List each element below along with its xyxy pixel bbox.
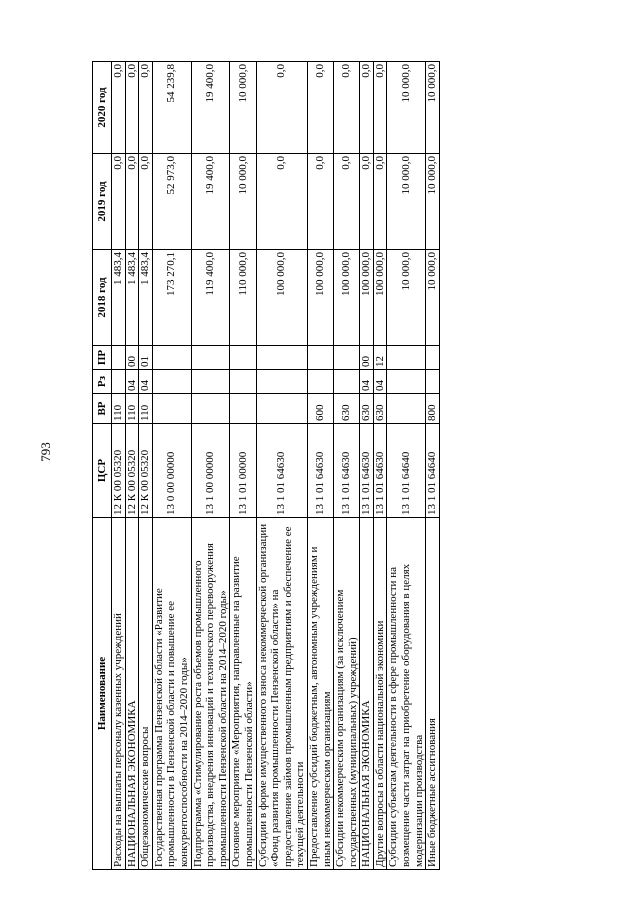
cell-2019: 0,0 (334, 154, 360, 250)
cell-csr: 13 1 01 64630 (334, 424, 360, 518)
cell-2018: 1 483,4 (112, 250, 126, 346)
cell-name: Предоставление субсидий бюджетным, автономным учреждениям и иным некоммерческим организациям (307, 518, 333, 870)
cell-2020: 10 000,0 (387, 62, 426, 154)
cell-rz: 04 (139, 370, 153, 394)
cell-pr (112, 346, 126, 370)
cell-2019: 10 000,0 (426, 154, 440, 250)
cell-2020: 0,0 (360, 62, 374, 154)
cell-vr (191, 394, 230, 424)
cell-rz (426, 370, 440, 394)
cell-pr (426, 346, 440, 370)
cell-2019: 52 973,0 (152, 154, 191, 250)
table-row (191, 62, 230, 870)
cell-pr (230, 346, 256, 370)
cell-2019: 0,0 (307, 154, 333, 250)
cell-rz: 04 (125, 370, 139, 394)
cell-pr (334, 346, 360, 370)
cell-pr (191, 346, 230, 370)
cell-csr: 13 1 01 64640 (387, 424, 426, 518)
cell-csr: 12 К 00 05320 (125, 424, 139, 518)
cell-2018: 100 000,0 (256, 250, 307, 346)
cell-pr: 00 (125, 346, 139, 370)
cell-2020: 0,0 (307, 62, 333, 154)
cell-name: НАЦИОНАЛЬНАЯ ЭКОНОМИКА (125, 518, 139, 870)
cell-2019: 0,0 (112, 154, 126, 250)
cell-name: Другие вопросы в области национальной экономики (373, 518, 387, 870)
cell-csr: 12 К 00 05320 (112, 424, 126, 518)
cell-2018: 1 483,4 (125, 250, 139, 346)
cell-2019: 0,0 (139, 154, 153, 250)
table-row (139, 62, 153, 870)
cell-csr: 13 1 01 64630 (307, 424, 333, 518)
cell-2020: 0,0 (112, 62, 126, 154)
cell-name: Субсидии некоммерческим организациям (за исключением государственных (муниципальных) учреждений) (334, 518, 360, 870)
cell-rz (387, 370, 426, 394)
cell-pr (307, 346, 333, 370)
cell-pr: 01 (139, 346, 153, 370)
budget-table (92, 61, 440, 870)
cell-2018: 110 000,0 (230, 250, 256, 346)
table-row (373, 62, 387, 870)
cell-name: Расходы на выплаты персоналу казенных учреждений (112, 518, 126, 870)
cell-rz: 04 (373, 370, 387, 394)
cell-rz (230, 370, 256, 394)
cell-name: Иные бюджетные ассигнования (426, 518, 440, 870)
cell-csr: 13 1 00 00000 (191, 424, 230, 518)
cell-csr: 13 1 01 00000 (230, 424, 256, 518)
cell-name: Государственная программа Пензенской области «Развитие промышленности в Пензенской области и повышение ее конкурентоспособности на 2014–2020 годы» (152, 518, 191, 870)
cell-csr: 13 1 01 64630 (360, 424, 374, 518)
cell-name: Субсидии субъектам деятельности в сфере промышленности на возмещение части затрат на приобретение оборудования в целях модернизации производства (387, 518, 426, 870)
cell-2018: 100 000,0 (307, 250, 333, 346)
cell-pr (256, 346, 307, 370)
cell-2018: 10 000,0 (426, 250, 440, 346)
cell-name: Субсидии в форме имущественного взноса некоммерческой организации «Фонд развития промышленности Пензенской области» на предоставление займов промышленным предприятиям и обеспечение ее текущей деятельности (256, 518, 307, 870)
cell-2019: 10 000,0 (387, 154, 426, 250)
header-2019: 2019 год (93, 154, 112, 250)
cell-rz: 04 (360, 370, 374, 394)
cell-2020: 19 400,0 (191, 62, 230, 154)
header-2018: 2018 год (93, 250, 112, 346)
cell-vr: 600 (307, 394, 333, 424)
cell-pr (152, 346, 191, 370)
cell-2020: 54 239,8 (152, 62, 191, 154)
cell-2020: 0,0 (334, 62, 360, 154)
header-name: Наименование (93, 518, 112, 870)
table-row (307, 62, 333, 870)
cell-csr: 12 К 00 05320 (139, 424, 153, 518)
cell-pr: 12 (373, 346, 387, 370)
cell-2019: 10 000,0 (230, 154, 256, 250)
table-header-row (93, 62, 112, 870)
cell-2018: 1 483,4 (139, 250, 153, 346)
cell-name: Общеэкономические вопросы (139, 518, 153, 870)
cell-2018: 119 400,0 (191, 250, 230, 346)
cell-2019: 0,0 (360, 154, 374, 250)
cell-rz (152, 370, 191, 394)
cell-2018: 100 000,0 (373, 250, 387, 346)
cell-2020: 10 000,0 (426, 62, 440, 154)
cell-2019: 0,0 (125, 154, 139, 250)
header-2020: 2020 год (93, 62, 112, 154)
table-row (125, 62, 139, 870)
cell-vr: 630 (334, 394, 360, 424)
cell-csr: 13 1 01 64630 (373, 424, 387, 518)
cell-rz (112, 370, 126, 394)
cell-vr: 800 (426, 394, 440, 424)
cell-pr: 00 (360, 346, 374, 370)
page-number: 793 (38, 442, 53, 462)
table-row (426, 62, 440, 870)
table-row (230, 62, 256, 870)
cell-2018: 173 270,1 (152, 250, 191, 346)
cell-vr: 630 (360, 394, 374, 424)
cell-2020: 0,0 (139, 62, 153, 154)
cell-vr (152, 394, 191, 424)
cell-csr: 13 0 00 00000 (152, 424, 191, 518)
table-row (112, 62, 126, 870)
table-row (334, 62, 360, 870)
header-csr: ЦСР (93, 424, 112, 518)
header-rz: Рз (93, 370, 112, 394)
cell-2020: 0,0 (373, 62, 387, 154)
cell-2019: 0,0 (256, 154, 307, 250)
cell-2019: 19 400,0 (191, 154, 230, 250)
cell-vr (387, 394, 426, 424)
cell-2020: 0,0 (256, 62, 307, 154)
table-row (387, 62, 426, 870)
cell-name: Подпрограмма «Стимулирование роста объемов промышленного производства, внедрения инноваций и технического перевооружения промышленности Пензенской области на 2014–2020 годы» (191, 518, 230, 870)
header-vr: ВР (93, 394, 112, 424)
header-pr: ПР (93, 346, 112, 370)
cell-2018: 10 000,0 (387, 250, 426, 346)
cell-vr: 110 (139, 394, 153, 424)
table-row (152, 62, 191, 870)
cell-2019: 0,0 (373, 154, 387, 250)
cell-2020: 10 000,0 (230, 62, 256, 154)
rotated-table-wrapper (92, 62, 552, 870)
cell-vr (230, 394, 256, 424)
cell-rz (191, 370, 230, 394)
cell-rz (307, 370, 333, 394)
cell-2018: 100 000,0 (360, 250, 374, 346)
cell-vr: 110 (125, 394, 139, 424)
cell-2020: 0,0 (125, 62, 139, 154)
table-row (256, 62, 307, 870)
cell-2018: 100 000,0 (334, 250, 360, 346)
table-row (360, 62, 374, 870)
cell-vr: 630 (373, 394, 387, 424)
cell-name: Основное мероприятие «Мероприятия, направленные на развитие промышленности Пензенской области» (230, 518, 256, 870)
cell-vr: 110 (112, 394, 126, 424)
cell-csr: 13 1 01 64640 (426, 424, 440, 518)
cell-rz (256, 370, 307, 394)
cell-rz (334, 370, 360, 394)
cell-name: НАЦИОНАЛЬНАЯ ЭКОНОМИКА (360, 518, 374, 870)
cell-csr: 13 1 01 64630 (256, 424, 307, 518)
cell-pr (387, 346, 426, 370)
cell-vr (256, 394, 307, 424)
